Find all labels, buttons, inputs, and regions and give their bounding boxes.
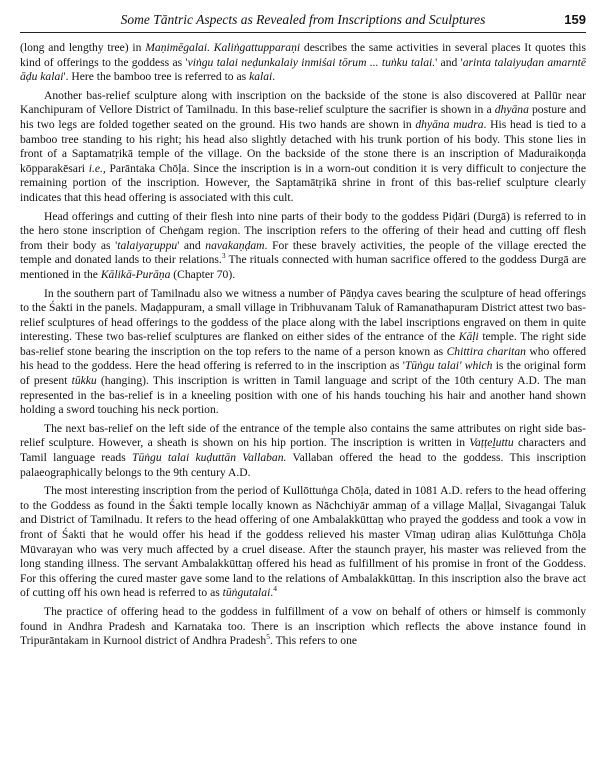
italic-text: i.e., bbox=[88, 161, 106, 175]
paragraph bbox=[20, 89, 586, 206]
paragraph bbox=[20, 41, 586, 85]
text-run: Another bas-relief sculpture along with inscription on the backside of the stone is also discovered at Pallūr near Kanchipuram of Vellore District of Tamilnadu. In this base-relief sculpture the sacrifier is shown in a bbox=[20, 88, 586, 117]
text-run: describes the same activities in several places It quotes this kind of offerings to the goddess as ' bbox=[20, 41, 586, 69]
italic-text: Chittira charitan bbox=[446, 344, 526, 358]
text-run: characters and Tamil language reads bbox=[20, 436, 586, 465]
text-run: Head offerings and cutting of their flesh into nine parts of their body to the goddess Piḍāri (Durgā) is referred to in the hero stone inscription of Cheṅgam region. The inscription refers to the offering of their head and cutting off flesh from their body as ' bbox=[20, 209, 586, 252]
italic-text: dhyāna bbox=[494, 103, 529, 117]
italic-text: talaiyaṟuppu bbox=[117, 238, 178, 252]
italic-text: Maṇimēgalai. Kaliṅgattupparaṇi bbox=[145, 41, 301, 54]
italic-text: Kālikā-Purāṇa bbox=[100, 267, 171, 281]
italic-text: Tūṅgu talai kuḍuttān Vallaban. bbox=[132, 451, 287, 465]
text-run: . For these bravely activities, the people of the village erected the temple and donated lands to their relations. bbox=[20, 238, 586, 267]
italic-text: Vaṭṭeḻuttu bbox=[469, 436, 514, 450]
text-run: . This refers to one bbox=[269, 634, 358, 648]
italic-text: Tūṅgu talai' which bbox=[404, 359, 493, 373]
text-run: . His head is tied to a bamboo tree standing to his right; his head also slightly detached with his trunk portion of his body. This stone lies in front of a Saptamatṛikā temple of the village. On the backside of the stone there is an inscription of Maduraikoṇḍa kōpparakēsari bbox=[20, 117, 587, 175]
text-run: '. Here the bamboo tree is referred to as bbox=[63, 70, 250, 84]
text-run: In the southern part of Tamilnadu also we witness a number of Pāṇḍya caves bearing the sculpture of head offerings to the Śakti in the panels. Maḍappuram, a small village in Tribhuvanam Taluk of Ramanathapuram District attest two bas-relief sculptures of head offerings to the goddess of the place along with the label inscriptions engraved on them in quite interesting. These two bas-relief sculptures are flanked on either sides of the entrance of the bbox=[20, 286, 586, 344]
body-text bbox=[20, 41, 586, 649]
italic-text: kalai bbox=[249, 70, 273, 84]
italic-text: tūkku bbox=[71, 374, 97, 388]
italic-text: Kāḷi bbox=[458, 330, 479, 344]
text-run: The practice of offering head to the goddess in fulfillment of a vow on behalf of others or himself is commonly found in Andhra Pradesh and Karnataka too. There is an inscription which reflects the above instance found in Tripurāntakam in Kurnool district of Andhra Pradesh bbox=[20, 604, 586, 648]
text-run: posture and his two legs are folded together seated on the ground. His two hands are shown in bbox=[20, 103, 586, 131]
text-run: . bbox=[272, 70, 276, 84]
italic-text: dhyāna mudra bbox=[415, 117, 484, 131]
footnote-marker: 4 bbox=[273, 584, 277, 594]
paragraph bbox=[20, 422, 586, 480]
italic-text: viṅgu talai neḍunkalaiy inmiśai tōrum ... tuṅku talai. bbox=[187, 55, 436, 69]
italic-text: navakaṇḍam bbox=[205, 238, 265, 252]
paragraph bbox=[20, 287, 586, 418]
text-run: Vallaban offered the head to the goddess. This inscription palaeographically belongs to the 9th century A.D. bbox=[20, 451, 586, 479]
text-run: (long and lengthy tree) in bbox=[20, 41, 146, 54]
text-run: temple. The right side bas-relief stone bearing the inscription on the top refers to the name of a person known as bbox=[20, 330, 587, 358]
text-run: ' and ' bbox=[435, 55, 463, 69]
text-run: is the original form of present bbox=[20, 359, 586, 388]
footnote-marker: 5 bbox=[266, 632, 270, 642]
text-run: (Chapter 70). bbox=[170, 267, 236, 281]
paragraph bbox=[20, 484, 586, 601]
paragraph bbox=[20, 210, 586, 283]
text-run: The next bas-relief on the left side of the entrance of the temple also contains the same attributes on right side bas-relief sculpture. However, a sheath is shown on his hip portion. The inscription is written in bbox=[20, 421, 586, 450]
page-number: 159 bbox=[564, 12, 586, 27]
paragraph bbox=[20, 605, 586, 649]
text-run: who offered his head to the goddess. Here the head offering is referred to in the inscription as ' bbox=[20, 344, 586, 373]
text-run: The most interesting inscription from the period of Kullōttuṅga Chōḷa, dated in 1081 A.D. refers to the head offering to the Goddess as found in the Śakti temple locally known as Nāchchiyār ammaṉ of a village Maḷḷal, Sivagangai Taluk and District of Tamilnadu. It refers to the head offering of one Ambalakkūttaṉ who prayed the goddess and took a vow in front of Śakti that he would offer his head if the goddess relieved his master Vīmaṉ udiraṉ alias Kulōttuṅga Chōḷa Mūvarayan who was very much affected by a cruel disease. After the staunch prayer, his master was relieved from the long standing illness. The servant Ambalakkūttaṉ offered his head as fulfillment of his promise in front of the Goddess. For this offering the cured master gave some land to the relations of Ambalakkūttaṉ. In this inscription also the brave act of cutting off his own head is referred to as bbox=[20, 484, 586, 600]
running-header bbox=[20, 10, 586, 33]
italic-text: arinta talaiyuḍan amarntē āḍu kalai bbox=[20, 55, 586, 84]
text-run: . bbox=[270, 586, 274, 600]
footnote-marker: 3 bbox=[221, 251, 226, 261]
text-run: The rituals connected with human sacrifice offered to the goddess Durgā are mentioned in the bbox=[20, 253, 586, 281]
text-run: Parāntaka Chōḷa. Since the inscription is in a worn-out condition it is very difficult to conjecture the remaining portion of the inscription. However, the Saptamātṛikā shrine in front of this bas-relief sculpture clearly indicates that this head offering is associated with this cult. bbox=[20, 161, 586, 204]
text-run: (hanging). This inscription is written in Tamil language and script of the 10th century A.D. The man represented in the bas-relief is in a kneeling position with one of his hands touching his hair and another hand shown holding a sword touching his neck portion. bbox=[20, 374, 586, 417]
running-title: Some Tāntric Aspects as Revealed from Inscriptions and Sculptures bbox=[120, 12, 486, 27]
italic-text: tūṅgutalai bbox=[222, 586, 271, 600]
text-run: ' and bbox=[177, 238, 206, 252]
